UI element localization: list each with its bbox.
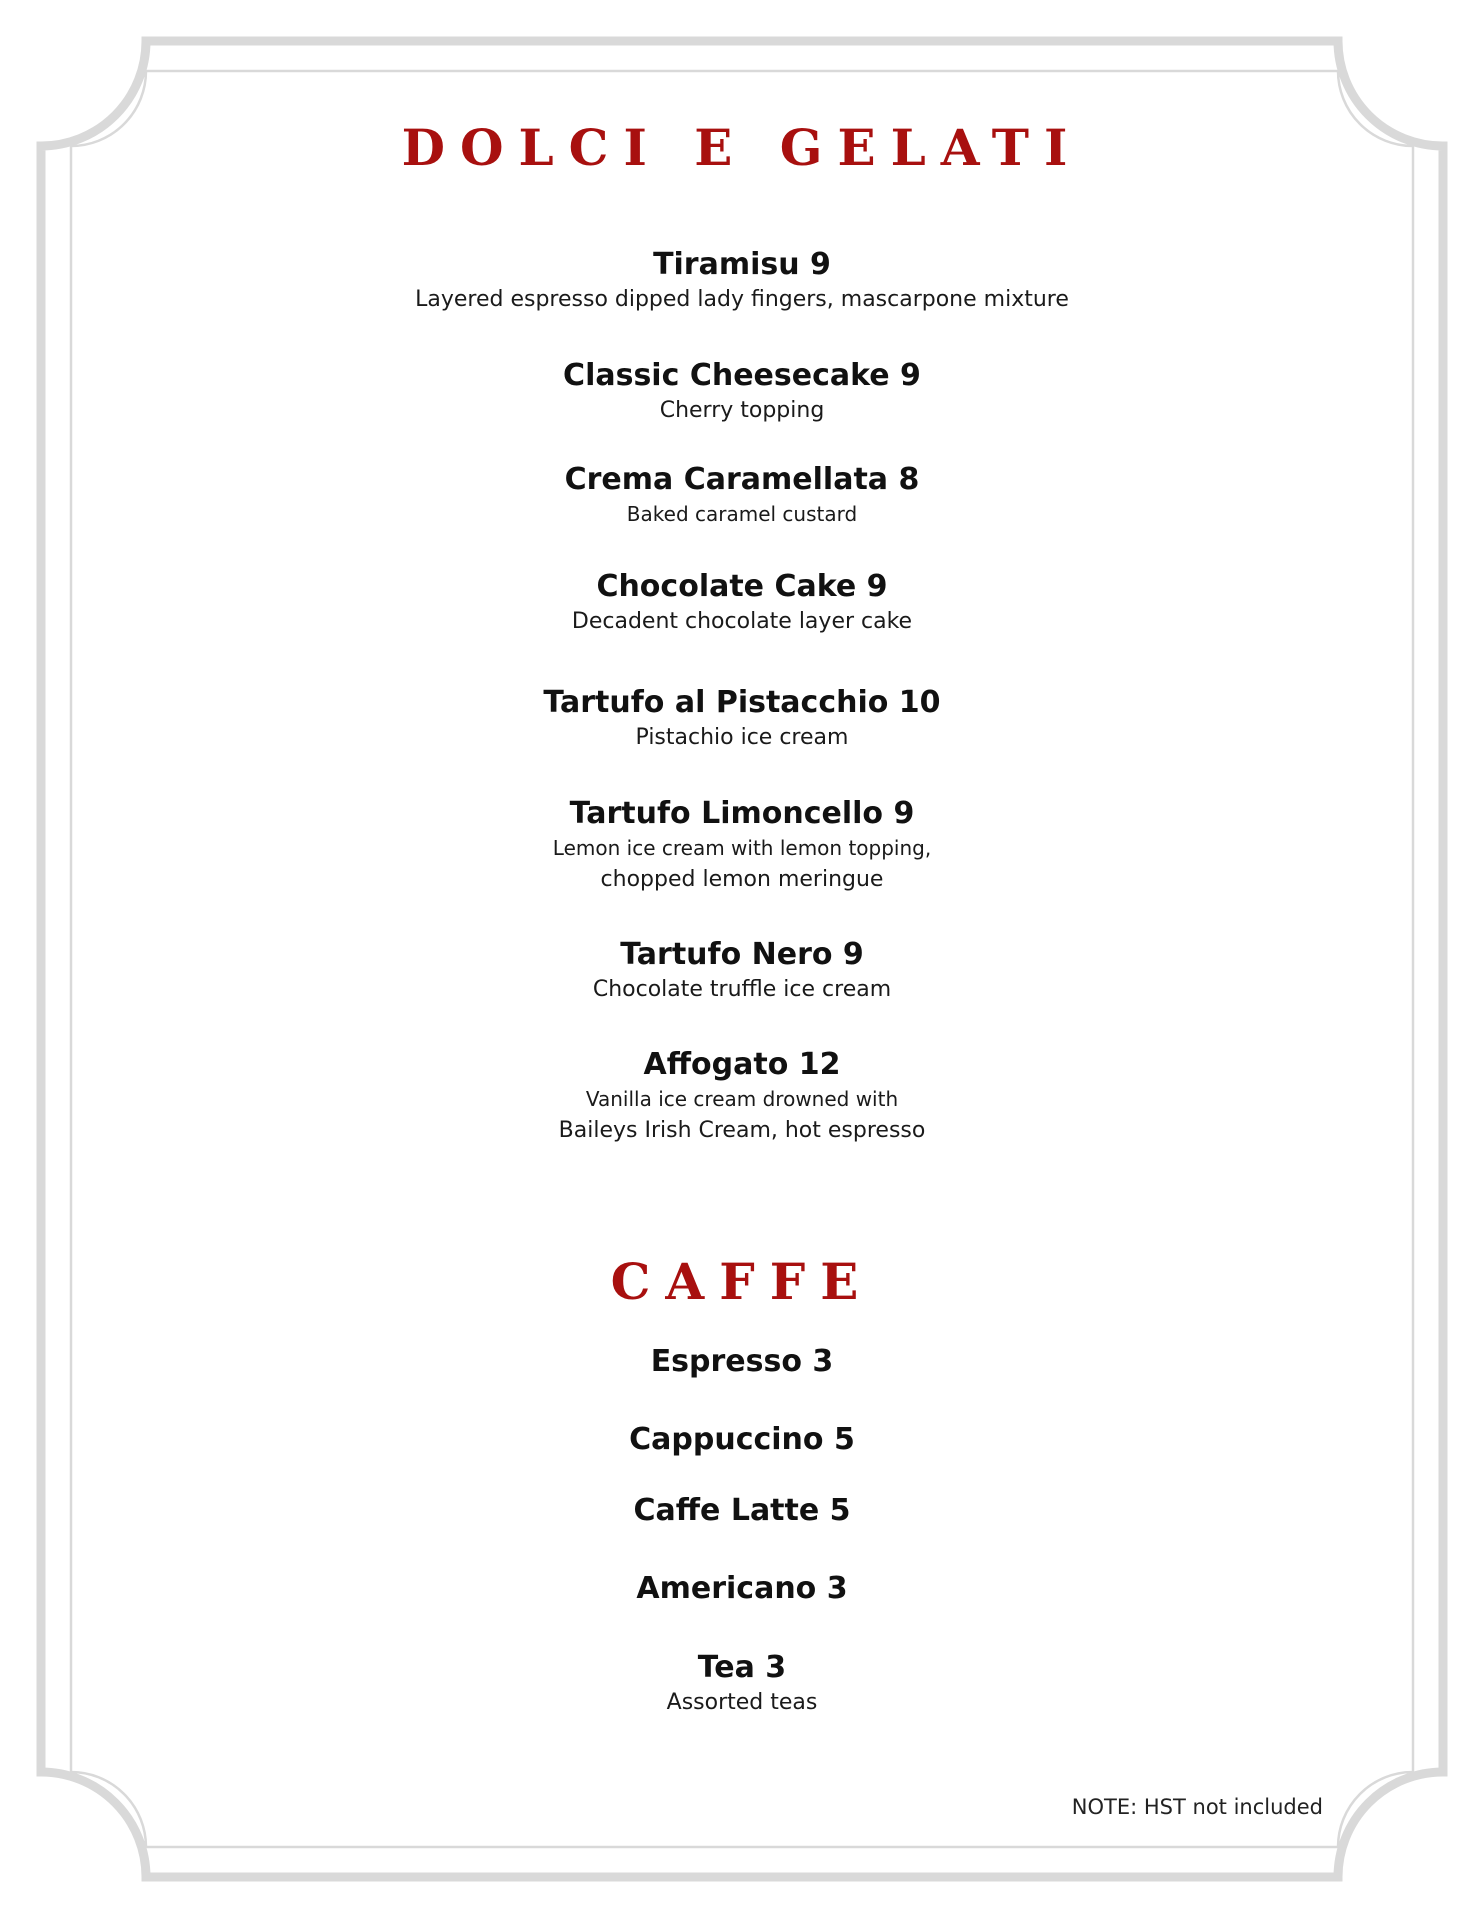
menu-item-classic-cheesecake bbox=[0, 357, 1484, 426]
item-description: Decadent chocolate layer cake bbox=[571, 609, 913, 634]
item-description: Pistachio ice cream bbox=[635, 725, 849, 750]
item-name: Chocolate Cake 9 bbox=[596, 569, 888, 604]
menu-item-americano bbox=[0, 1570, 1484, 1608]
menu-item-cappuccino bbox=[0, 1421, 1484, 1459]
item-name: Classic Cheesecake 9 bbox=[563, 358, 921, 393]
menu-item-tartufo-al-pistacchio bbox=[0, 684, 1484, 753]
menu-item-tartufo-nero bbox=[0, 936, 1484, 1005]
menu-item-chocolate-cake bbox=[0, 568, 1484, 637]
menu-item-espresso bbox=[0, 1343, 1484, 1381]
menu-item-caffe-latte bbox=[0, 1492, 1484, 1530]
item-name: Americano 3 bbox=[636, 1571, 848, 1606]
item-name: Tartufo Limoncello 9 bbox=[569, 796, 915, 831]
caffe-section-title: CAFFE bbox=[610, 1252, 874, 1311]
item-name: Tiramisu 9 bbox=[653, 247, 831, 282]
item-name: Tea 3 bbox=[697, 1650, 787, 1685]
item-description: Chocolate truffle ice cream bbox=[592, 977, 892, 1002]
item-description: Baked caramel custard bbox=[626, 502, 858, 526]
item-description-line-2: Baileys Irish Cream, hot espresso bbox=[558, 1118, 926, 1143]
tax-note: NOTE: HST not included bbox=[1071, 1795, 1323, 1819]
item-description: Assorted teas bbox=[666, 1690, 818, 1715]
item-name: Cappuccino 5 bbox=[629, 1422, 855, 1457]
item-name: Tartufo al Pistacchio 10 bbox=[543, 685, 941, 720]
dolci-section-title: DOLCI E GELATI bbox=[401, 118, 1083, 177]
menu-item-tartufo-limoncello bbox=[0, 795, 1484, 895]
item-name: Crema Caramellata 8 bbox=[564, 462, 920, 497]
item-name: Caffe Latte 5 bbox=[633, 1493, 851, 1528]
item-description: Layered espresso dipped lady fingers, mascarpone mixture bbox=[415, 287, 1069, 312]
menu-item-tiramisu bbox=[0, 246, 1484, 315]
item-name: Espresso 3 bbox=[650, 1344, 834, 1379]
menu-item-tea bbox=[0, 1649, 1484, 1718]
item-description-line-1: Lemon ice cream with lemon topping, bbox=[552, 836, 932, 860]
item-description-line-2: chopped lemon meringue bbox=[600, 867, 884, 892]
menu-item-affogato bbox=[0, 1046, 1484, 1146]
item-description: Cherry topping bbox=[659, 398, 825, 423]
item-name: Tartufo Nero 9 bbox=[620, 937, 864, 972]
item-description-line-1: Vanilla ice cream drowned with bbox=[585, 1087, 899, 1111]
menu-item-crema-caramellata bbox=[0, 461, 1484, 530]
item-name: Affogato 12 bbox=[643, 1047, 841, 1082]
